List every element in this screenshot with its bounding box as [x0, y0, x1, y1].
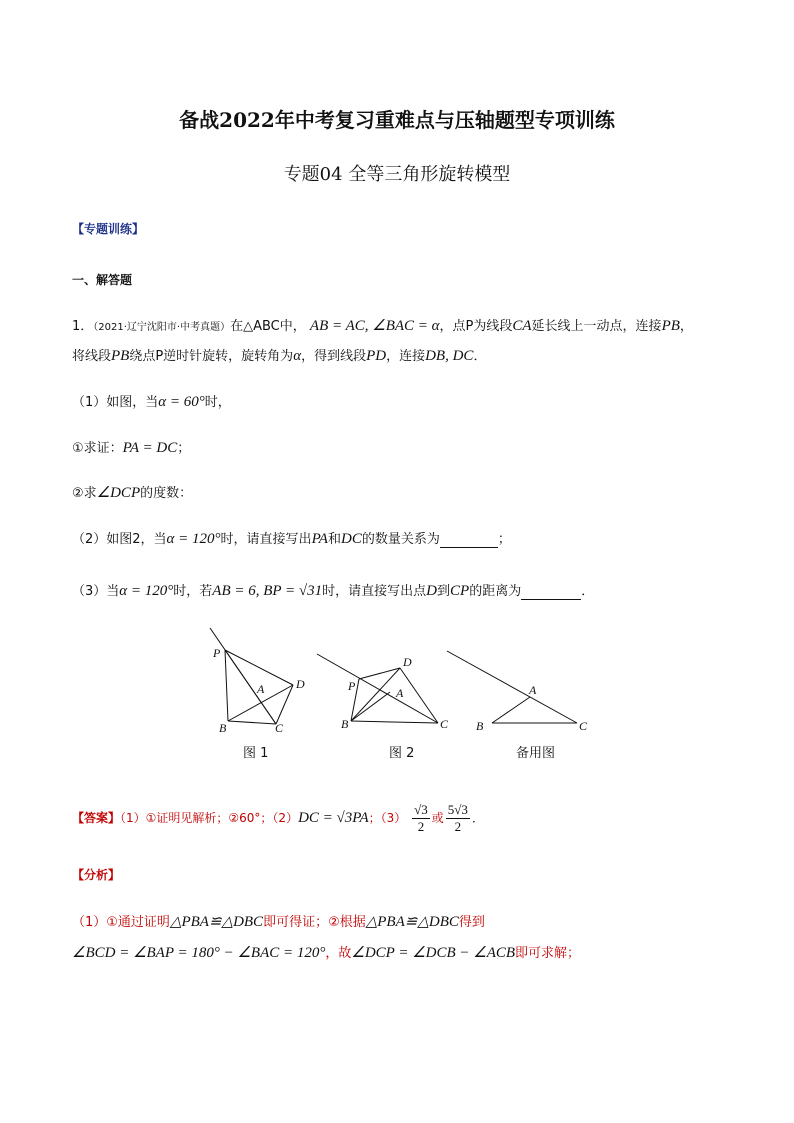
text: ②求	[72, 486, 97, 501]
figure-1	[210, 628, 293, 724]
text: ．	[581, 584, 595, 599]
text: 和	[327, 532, 341, 547]
math: DB, DC	[425, 348, 474, 364]
text: 到	[437, 584, 451, 599]
text: 的数量关系为	[361, 532, 440, 547]
answer-line	[72, 802, 484, 835]
fig3-label-B: B	[476, 719, 484, 733]
math: ∠DCP = ∠DCB − ∠ACB	[351, 945, 516, 961]
section-tag: 【专题训练】	[72, 222, 145, 236]
text: ；	[497, 532, 511, 547]
fig2-label-A: A	[396, 686, 404, 700]
text: 时，请直接写出点	[322, 584, 427, 599]
text: 绕点P逆时针旋转，旋转角为	[129, 349, 294, 364]
math: △PBA≌△DBC	[169, 914, 264, 930]
fig2-label-P: P	[348, 679, 356, 693]
text: ，点P为线段	[439, 319, 513, 334]
answer-blank[interactable]	[521, 587, 581, 600]
text: ①求证：	[72, 441, 123, 456]
math: AB = 6, BP = √31	[212, 583, 323, 599]
analysis-tag: 【分析】	[72, 868, 121, 882]
figure-spare-caption: 备用图	[516, 746, 556, 761]
question-3	[72, 580, 594, 600]
math: △PBA≌△DBC	[365, 914, 459, 930]
math: PB	[661, 318, 680, 334]
text: 即可得证；②根据	[263, 915, 366, 930]
fig2-label-B: B	[341, 717, 349, 731]
text: 或	[431, 811, 444, 825]
math: PB	[111, 348, 130, 364]
text: 在△ABC中，	[230, 319, 306, 334]
analysis-line-2	[72, 942, 580, 962]
math: α = 120°	[119, 583, 174, 599]
fig1-label-D: D	[296, 677, 305, 691]
geometry-figures	[200, 622, 620, 742]
numerator: √3	[414, 802, 428, 817]
math: ∠DCP	[96, 485, 141, 501]
problem-number: 1．	[72, 319, 94, 334]
figure-2-caption: 图 2	[389, 746, 415, 761]
fig1-label-P: P	[213, 646, 221, 660]
question-2	[72, 528, 511, 548]
figure-2	[317, 654, 438, 723]
page-subtitle: 专题04 全等三角形旋转模型	[283, 164, 511, 185]
denominator: 2	[454, 819, 462, 834]
math: CA	[512, 318, 532, 334]
fig3-label-A: A	[529, 683, 537, 697]
text: ，故	[325, 946, 352, 961]
text: 将线段	[72, 349, 112, 364]
math: CP	[450, 583, 470, 599]
text: 延长线上一动点，连接	[531, 319, 662, 334]
math: DC	[340, 531, 362, 547]
denominator: 2	[417, 819, 425, 834]
text: 的距离为	[469, 584, 522, 599]
text: （1）①证明见解析；②60°；（2）	[120, 811, 299, 825]
text: （3）当	[72, 584, 120, 599]
fig2-label-D: D	[403, 655, 412, 669]
problem-line-1	[72, 315, 693, 335]
text: 时，请直接写出	[220, 532, 312, 547]
fig1-label-B: B	[219, 721, 227, 735]
analysis-line-1	[72, 911, 485, 931]
fraction	[412, 802, 430, 835]
answer-blank[interactable]	[440, 535, 498, 548]
math: α	[293, 348, 302, 364]
text: ，得到线段	[301, 349, 367, 364]
text: （1）如图，当	[72, 395, 159, 410]
question-1-part-1	[72, 437, 190, 457]
fig1-label-C: C	[275, 721, 284, 735]
fig1-label-A: A	[257, 682, 265, 696]
math: D	[426, 583, 438, 599]
figure-1-caption: 图 1	[243, 746, 269, 761]
math: α = 60°	[158, 394, 205, 410]
problem-source: （2021·辽宁沈阳市·中考真题）	[93, 322, 231, 333]
fig3-label-C: C	[579, 719, 588, 733]
problem-line-2	[72, 345, 486, 365]
text: ．	[473, 349, 487, 364]
math: ∠BCD = ∠BAP = 180° − ∠BAC = 120°	[72, 945, 326, 961]
figure-spare	[447, 651, 577, 723]
text: （1）①通过证明	[72, 915, 170, 930]
fraction	[446, 802, 470, 835]
math: AB = AC, ∠BAC = α	[309, 318, 440, 334]
text: ，连接	[386, 349, 426, 364]
question-1	[72, 391, 231, 411]
text: 时，若	[173, 584, 213, 599]
text: ；	[177, 441, 191, 456]
text: ，	[679, 319, 693, 334]
page-title: 备战2022年中考复习重难点与压轴题型专项训练	[179, 108, 615, 132]
text: （2）如图2，当	[72, 532, 167, 547]
section-heading: 一、解答题	[72, 273, 133, 287]
text: ；（3）	[368, 811, 407, 825]
text: 得到	[458, 915, 485, 930]
text: 的度数：	[140, 486, 193, 501]
question-1-part-2	[72, 482, 192, 502]
text: ．	[471, 811, 484, 825]
math: PD	[366, 348, 387, 364]
numerator: 5√3	[447, 802, 468, 817]
math: PA	[311, 531, 328, 547]
math: DC = √3PA	[298, 810, 369, 826]
text: 即可求解；	[515, 946, 581, 961]
fig2-label-C: C	[440, 717, 449, 731]
answer-tag: 【答案】	[72, 811, 121, 825]
math: PA = DC	[122, 440, 178, 456]
math: α = 120°	[166, 531, 221, 547]
text: 时，	[204, 395, 231, 410]
